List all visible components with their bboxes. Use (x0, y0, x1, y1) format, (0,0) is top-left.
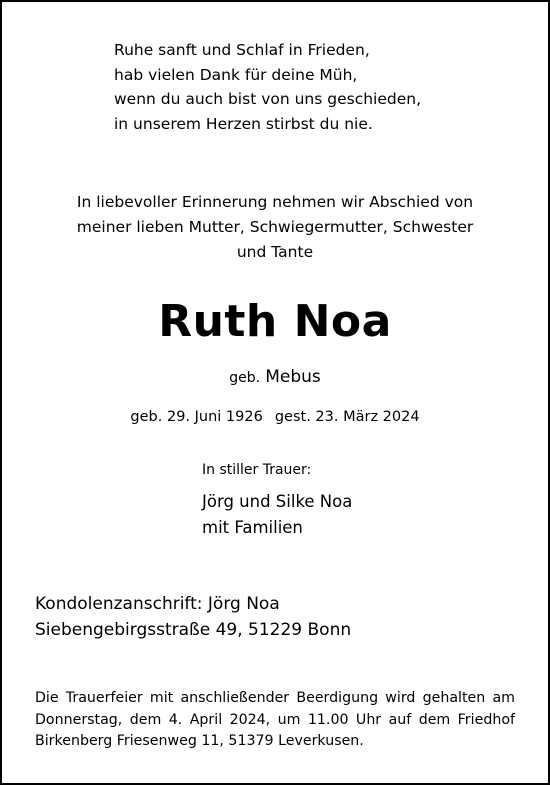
poem-line: hab vielen Dank für deine Müh, (114, 65, 358, 84)
farewell-intro (22, 190, 528, 265)
funeral-line: Birkenberg Friesenweg 11, 51379 Leverkusen. (35, 733, 364, 749)
mourner-line: Jörg und Silke Noa (202, 492, 353, 511)
deceased-name: Ruth Noa (158, 296, 392, 347)
condolence-address (35, 592, 351, 643)
mourners (202, 489, 352, 541)
funeral-info (35, 688, 515, 753)
mourner-line: mit Familien (202, 518, 303, 537)
maiden-name: Mebus (265, 367, 321, 387)
condolence-line: Kondolenzanschrift: Jörg Noa (35, 594, 280, 614)
poem-line: in unserem Herzen stirbst du nie. (114, 114, 373, 133)
maiden-name-line (2, 367, 548, 387)
condolence-line: Siebengebirgsstraße 49, 51229 Bonn (35, 619, 352, 640)
mourning-label: In stiller Trauer: (202, 462, 312, 478)
intro-line: und Tante (236, 243, 314, 261)
intro-line: In liebevoller Erinnerung nehmen wir Abschied von (76, 193, 474, 211)
maiden-prefix: geb. (229, 370, 261, 386)
life-dates (2, 409, 548, 425)
death-date: gest. 23. März 2024 (274, 409, 420, 425)
poem-line: Ruhe sanft und Schlaf in Frieden, (114, 41, 370, 59)
poem-line: wenn du auch bist von uns geschieden, (114, 90, 422, 108)
intro-line: meiner lieben Mutter, Schwiegermutter, Schwester (76, 218, 474, 236)
memorial-poem (114, 38, 421, 136)
funeral-line: Donnerstag, dem 4. April 2024, um 11.00 Uhr auf dem Friedhof (35, 711, 515, 728)
birth-date: geb. 29. Juni 1926 (130, 409, 263, 425)
funeral-line: Die Trauerfeier mit anschließender Beerdigung wird gehalten am (35, 690, 515, 706)
